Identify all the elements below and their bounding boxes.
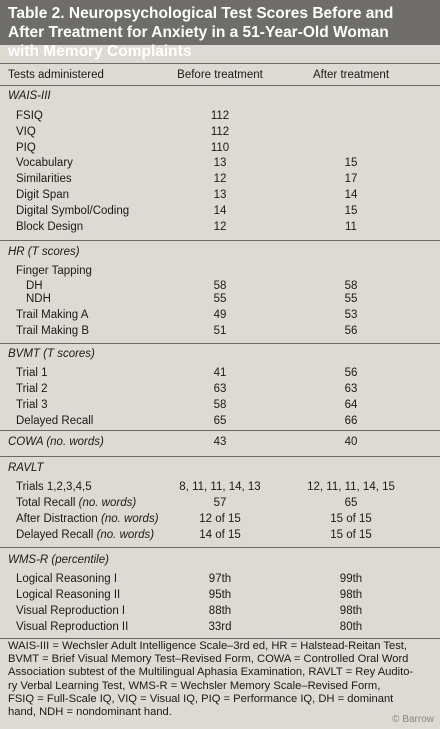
table-row: Trials 1,2,3,4,5 8, 11, 11, 14, 13 12, 11, 11, 14, 15 (16, 481, 395, 493)
table-row: Trial 3 58 64 (16, 399, 358, 411)
table-row: VIQ 112 (16, 126, 230, 138)
table-title (0, 0, 440, 60)
col-tests-header: Tests administered (8, 69, 104, 81)
table-row: Block Design 12 11 (16, 221, 357, 233)
table-row: Digital Symbol/Coding 14 15 (16, 205, 358, 217)
section-heading-ravlt: RAVLT (8, 462, 44, 474)
table-row: Total Recall (no. words) 57 65 (16, 497, 358, 509)
table-row: Logical Reasoning II 95th 98th (16, 589, 363, 601)
col-before-header: Before treatment (177, 69, 263, 81)
section-heading-wais: WAIS-III (8, 90, 51, 102)
title-line-3: with Memory Complaints (8, 43, 192, 60)
section-rule (0, 430, 440, 431)
copyright-credit: © Barrow (392, 714, 434, 725)
section-rule (0, 240, 440, 241)
table-row: DH 58 58 (26, 280, 358, 292)
table-row: Vocabulary 13 15 (16, 157, 358, 169)
table-row: Delayed Recall 65 66 (16, 415, 358, 427)
table-row: Visual Reproduction I 88th 98th (16, 605, 363, 617)
table-row: Trail Making B 51 56 (16, 325, 358, 337)
title-line-2: After Treatment for Anxiety in a 51-Year-Old Woman (8, 24, 389, 41)
table-row: After Distraction (no. words) 12 of 15 15 of 15 (16, 513, 372, 525)
section-rule (0, 456, 440, 457)
section-rule (0, 343, 440, 344)
table-row: PIQ 110 (16, 142, 230, 154)
table-bottom-rule (0, 638, 440, 639)
table-row: Digit Span 13 14 (16, 189, 358, 201)
header-bottom-rule (0, 85, 440, 86)
table-row: FSIQ 112 (16, 110, 230, 122)
section-heading-hr: HR (T scores) (8, 246, 80, 258)
title-line-1: Table 2. Neuropsychological Test Scores Before and (8, 5, 394, 22)
col-after-header: After treatment (312, 69, 390, 81)
header-top-rule (0, 63, 440, 64)
table-row: Visual Reproduction II 33rd 80th (16, 621, 363, 633)
table-row-cowa: COWA (no. words) 43 40 (8, 436, 358, 448)
table-row: NDH 55 55 (26, 293, 358, 305)
table-row: Logical Reasoning I 97th 99th (16, 573, 363, 585)
table-row: Delayed Recall (no. words) 14 of 15 15 of 15 (16, 529, 372, 541)
column-header-row (0, 66, 440, 84)
table-row: Trail Making A 49 53 (16, 309, 358, 321)
table-row: Finger Tapping (16, 265, 92, 277)
section-heading-bvmt: BVMT (T scores) (8, 348, 95, 360)
table-row: Similarities 12 17 (16, 173, 358, 185)
table-footnote: WAIS-III = Wechsler Adult Intelligence Scale–3rd ed, HR = Halstead-Reitan Test, BVMT = Brief Visual Memory Test–Revised Form, COWA = Controlled Oral Word Association subtest of the Multilingual Aphasia Examination, RAVLT = Rey Audito- ry Verbal Learning Test, WMS-R = Wechsler Memory Scale–Revised Form, FSIQ = Full-Scale IQ, VIQ = Visual IQ, PIQ = Performance IQ, DH = dominant hand, NDH = nondominant hand. (8, 640, 414, 719)
section-rule (0, 547, 440, 548)
table-row: Trial 1 41 56 (16, 367, 358, 379)
section-heading-wmsr: WMS-R (percentile) (8, 554, 109, 566)
table-row: Trial 2 63 63 (16, 383, 358, 395)
